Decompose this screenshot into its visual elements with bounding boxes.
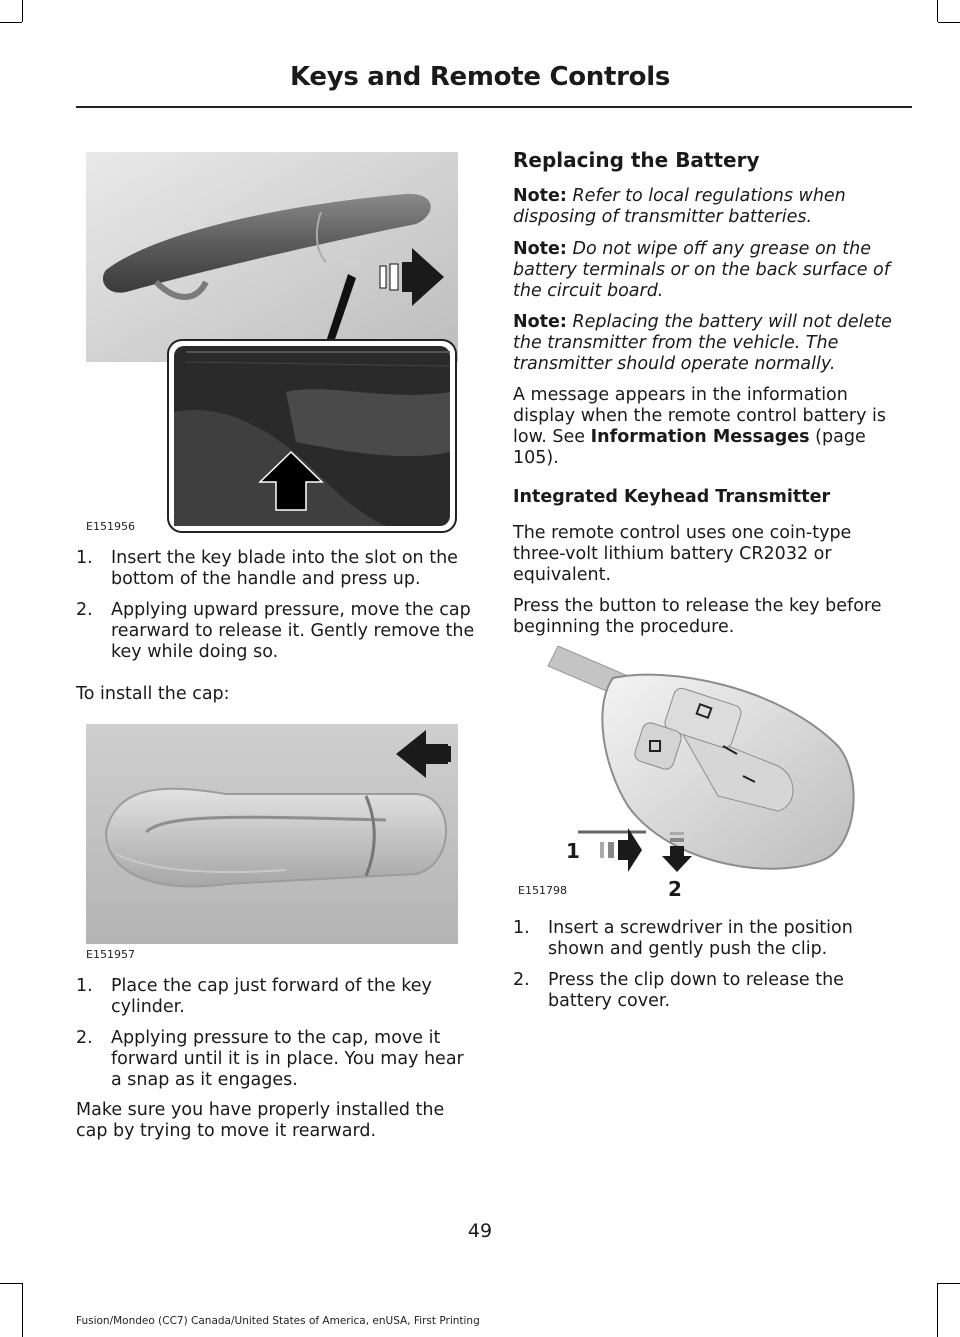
crop-mark [0,1283,22,1284]
page-title: Keys and Remote Controls [290,62,670,92]
crop-mark [0,22,22,23]
cap-install-illustration [86,724,458,944]
callout-2: 2 [668,877,682,900]
figure-cap-install [86,724,458,964]
closing-paragraph: Make sure you have properly installed the cap by trying to move it rearward. [76,1100,445,1141]
install-intro: To install the cap: [76,684,230,704]
figure-code: E151798 [518,884,567,897]
figure-code: E151957 [86,948,135,961]
figure-code: E151956 [86,520,135,533]
list-item: 2. Press the clip down to release the battery cover. [513,970,844,1011]
list-item: 2. Applying pressure to the cap, move it forward until it is in place. You may hear a snap as it engages. [76,1028,464,1090]
door-handle-illustration [86,152,458,534]
release-info: Press the button to release the key before beginning the procedure. [513,596,882,637]
header-divider [76,106,912,108]
crop-mark [22,1283,23,1337]
remove-cap-steps [76,548,476,673]
crop-mark [937,0,938,22]
subheading: Integrated Keyhead Transmitter [513,487,831,507]
battery-info: The remote control uses one coin-type three-volt lithium battery CR2032 or equivalent. [513,523,852,585]
battery-low-message: A message appears in the information display when the remote control battery is low. See Information Messages (page 105). [513,385,886,468]
crop-mark [938,22,960,23]
arrow-right-icon [600,828,642,872]
list-item: 1. Insert a screwdriver in the position shown and gently push the clip. [513,918,853,959]
list-item: 2. Applying upward pressure, move the cap rearward to release it. Gently remove the key while doing so. [76,600,475,662]
figure-key-fob [518,646,858,900]
page-number: 49 [467,1220,493,1242]
list-item: 1. Place the cap just forward of the key cylinder. [76,976,432,1017]
crop-mark [937,1283,938,1337]
note-grease: Note: Do not wipe off any grease on the battery terminals or on the back surface of the circuit board. [513,239,890,301]
install-cap-steps [76,976,476,1101]
section-heading: Replacing the Battery [513,148,760,172]
list-item: 1. Insert the key blade into the slot on the bottom of the handle and press up. [76,548,458,589]
callout-1: 1 [566,839,580,863]
figure-door-handle-keyslot [86,152,458,534]
note-disposal: Note: Refer to local regulations when disposing of transmitter batteries. [513,186,846,227]
crop-mark [22,0,23,22]
footer-text: Fusion/Mondeo (CC7) Canada/United States of America, enUSA, First Printing [76,1315,480,1327]
crop-mark [938,1283,960,1284]
battery-steps [513,918,908,1022]
note-transmitter: Note: Replacing the battery will not delete the transmitter from the vehicle. The transmitter should operate normally. [513,312,892,374]
information-messages-link[interactable]: Information Messages [590,427,810,447]
